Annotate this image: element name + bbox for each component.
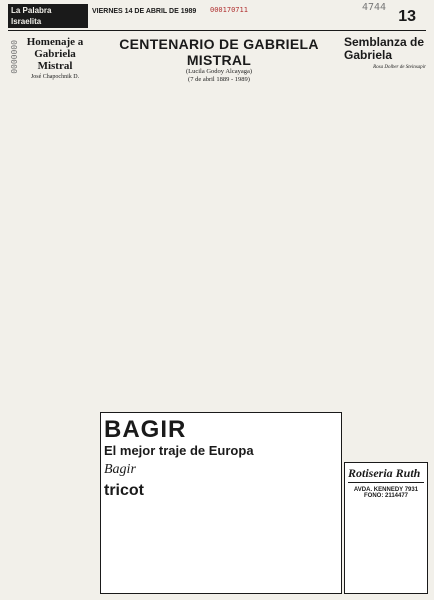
rotiseria-phone: FONO: 2114477 [363,493,409,499]
archive-mark-mid: 000170711 [210,6,248,14]
semblanza-signoff: Rosa Dolber de Steinsapir [373,65,426,70]
semblanza-title: Semblanza de Gabriela [344,35,425,62]
homenaje-title: Homenaje a Gabriela Mistral [26,36,84,72]
masthead [8,4,88,28]
bagir-ad [100,412,342,594]
centenario-dates: (7 de abril 1889 - 1989) [188,76,250,83]
dateline: VIERNES 14 DE ABRIL DE 1989 [92,8,197,15]
archive-mark-top-right: 4744 [362,2,387,13]
homenaje-author: José Chapochnik D. [30,74,80,80]
bagir-brand: BAGIR [104,416,187,443]
rotiseria-title: Rotiseria Ruth [348,466,424,483]
centenario-byline: (Lucila Godoy Alcayaga) [185,68,253,75]
masthead-line-1: La Palabra [11,6,52,15]
masthead-line-2: Israelita [11,17,42,26]
page-number: 13 [398,8,416,25]
bagir-logo: Bagir [104,462,136,477]
homenaje-article [16,34,94,83]
header-rule [8,30,426,31]
centenario-article [98,34,340,88]
rotiseria-address: AVDA. KENNEDY 7931 [353,487,419,493]
bagir-tagline: El mejor traje de Europa [104,443,254,458]
centenario-title: CENTENARIO DE GABRIELA MISTRAL [119,36,319,68]
tricot-logo: tricot [104,482,144,499]
semblanza-article [344,34,426,70]
rotiseria-ad [344,462,428,594]
archive-mark-left: 0000000 [9,40,18,74]
